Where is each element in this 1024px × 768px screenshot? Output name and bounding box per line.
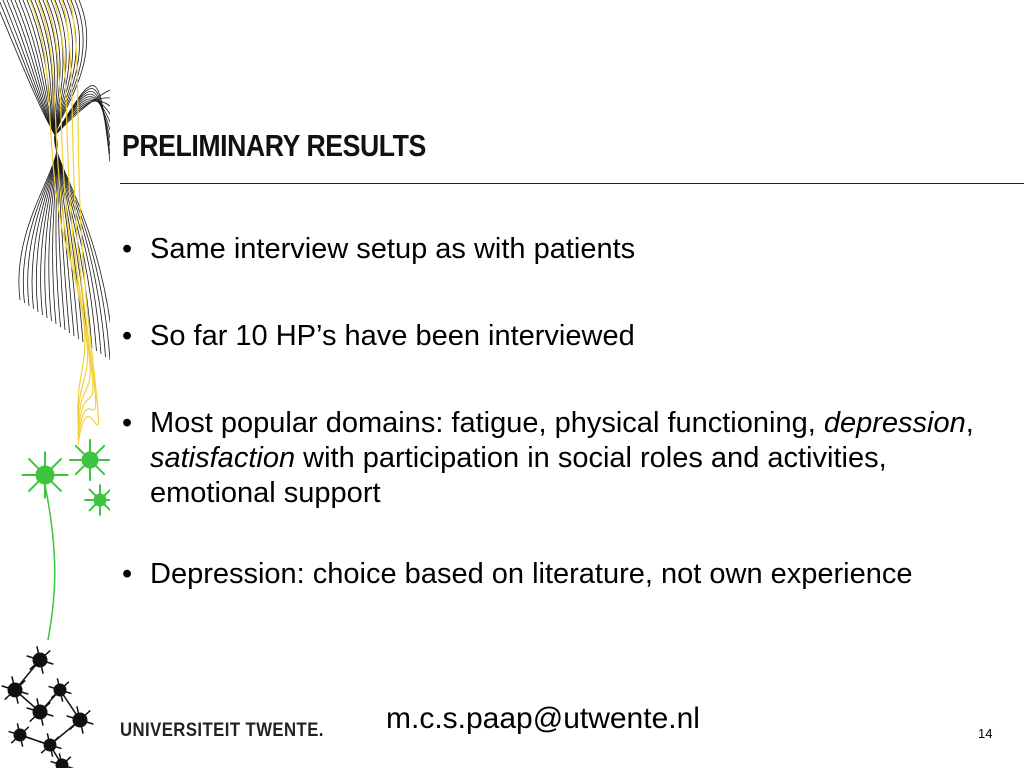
bullet-item: [120, 406, 1000, 511]
bullet-text: So far 10 HP’s have been interviewed: [150, 320, 635, 352]
bullet-text: with participation in social roles and activities, emotional support: [150, 442, 887, 509]
decorative-neuron-graphic: [0, 0, 110, 768]
title-divider: [120, 183, 1024, 184]
bullet-item: [120, 319, 1000, 354]
slide-title: PRELIMINARY RESULTS: [122, 128, 426, 163]
bullet-text: ,: [965, 407, 974, 439]
bullet-list: [120, 232, 1000, 644]
contact-email: m.c.s.paap@utwente.nl: [386, 702, 700, 735]
bullet-item: [120, 557, 1000, 592]
page-number: 14: [978, 726, 993, 741]
bullet-text: Depression: choice based on literature, not own experience: [150, 558, 913, 590]
bullet-text: Most popular domains: fatigue, physical functioning,: [150, 407, 824, 439]
university-logo: UNIVERSITEIT TWENTE.: [120, 720, 324, 741]
bullet-text: Same interview setup as with patients: [150, 233, 636, 265]
italic-term: depression: [823, 407, 966, 439]
italic-term: satisfaction: [150, 442, 296, 474]
bullet-item: [120, 232, 1000, 267]
